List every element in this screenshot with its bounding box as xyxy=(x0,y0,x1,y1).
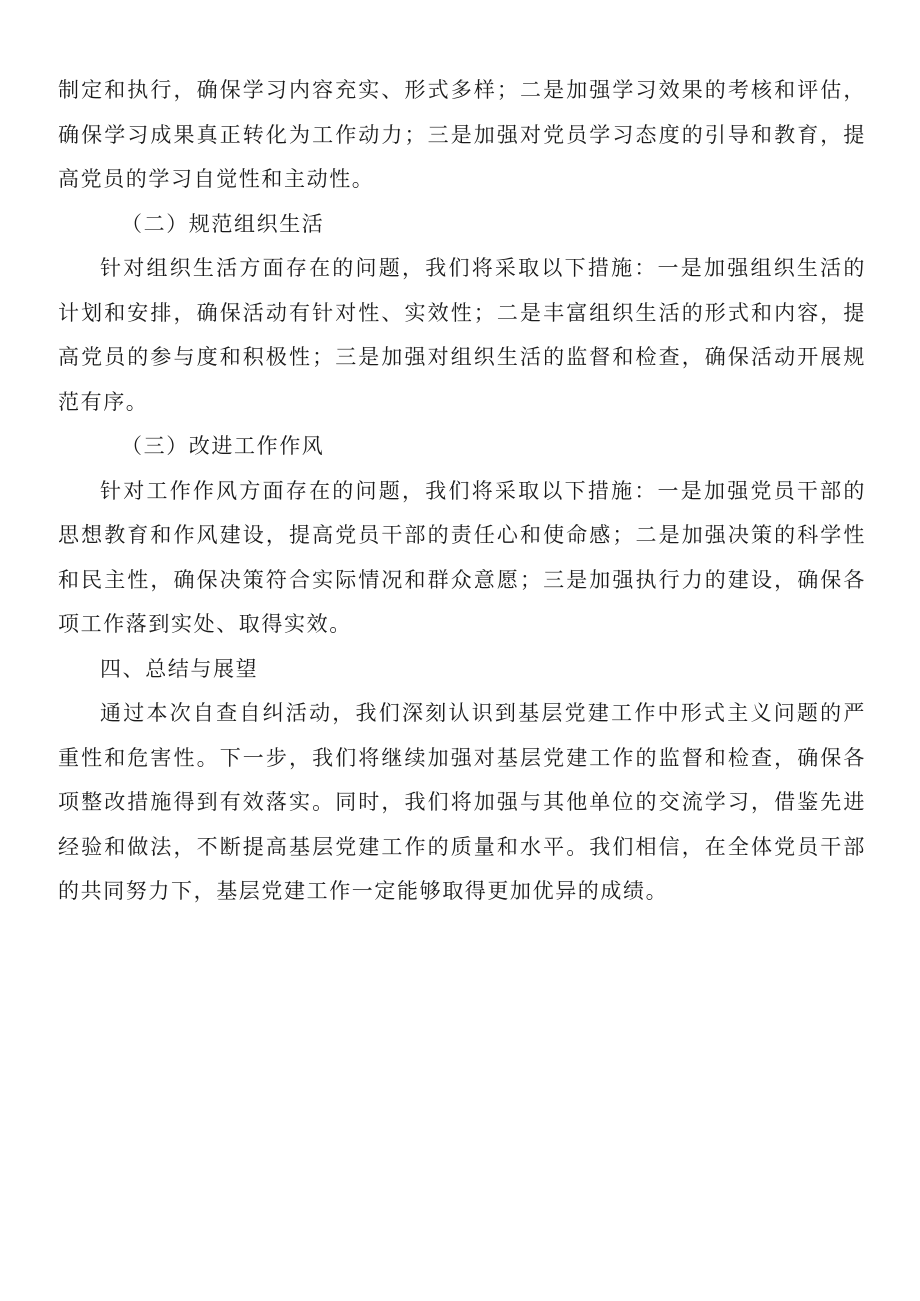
document-body xyxy=(58,68,866,914)
paragraph-study-measures-continued: 制定和执行，确保学习内容充实、形式多样；二是加强学习效果的考核和评估，确保学习成果真正转化为工作动力；三是加强对党员学习态度的引导和教育，提高党员的学习自觉性和主动性。 xyxy=(58,78,866,191)
section-heading-work-style: （三）改进工作作风 xyxy=(121,434,325,458)
section-heading-organization-life: （二）规范组织生活 xyxy=(121,211,325,236)
paragraph-summary: 通过本次自查自纠活动，我们深刻认识到基层党建工作中形式主义问题的严重性和危害性。下一步，我们将继续加强对基层党建工作的监督和检查，确保各项整改措施得到有效落实。同时，我们将加强与其他单位的交流学习，借鉴先进经验和做法，不断提高基层党建工作的质量和水平。我们相信，在全体党员干部的共同努力下，基层党建工作一定能够取得更加优异的成绩。 xyxy=(58,701,866,903)
paragraph-work-style: 针对工作作风方面存在的问题，我们将采取以下措施：一是加强党员干部的思想教育和作风建设，提高党员干部的责任心和使命感；二是加强决策的科学性和民主性，确保决策符合实际情况和群众意愿；三是加强执行力的建设，确保各项工作落到实处、取得实效。 xyxy=(58,478,866,636)
paragraph-organization-life: 针对组织生活方面存在的问题，我们将采取以下措施：一是加强组织生活的计划和安排，确保活动有针对性、实效性；二是丰富组织生活的形式和内容，提高党员的参与度和积极性；三是加强对组织生活的监督和检查，确保活动开展规范有序。 xyxy=(58,256,866,414)
section-heading-summary: 四、总结与展望 xyxy=(100,656,259,681)
